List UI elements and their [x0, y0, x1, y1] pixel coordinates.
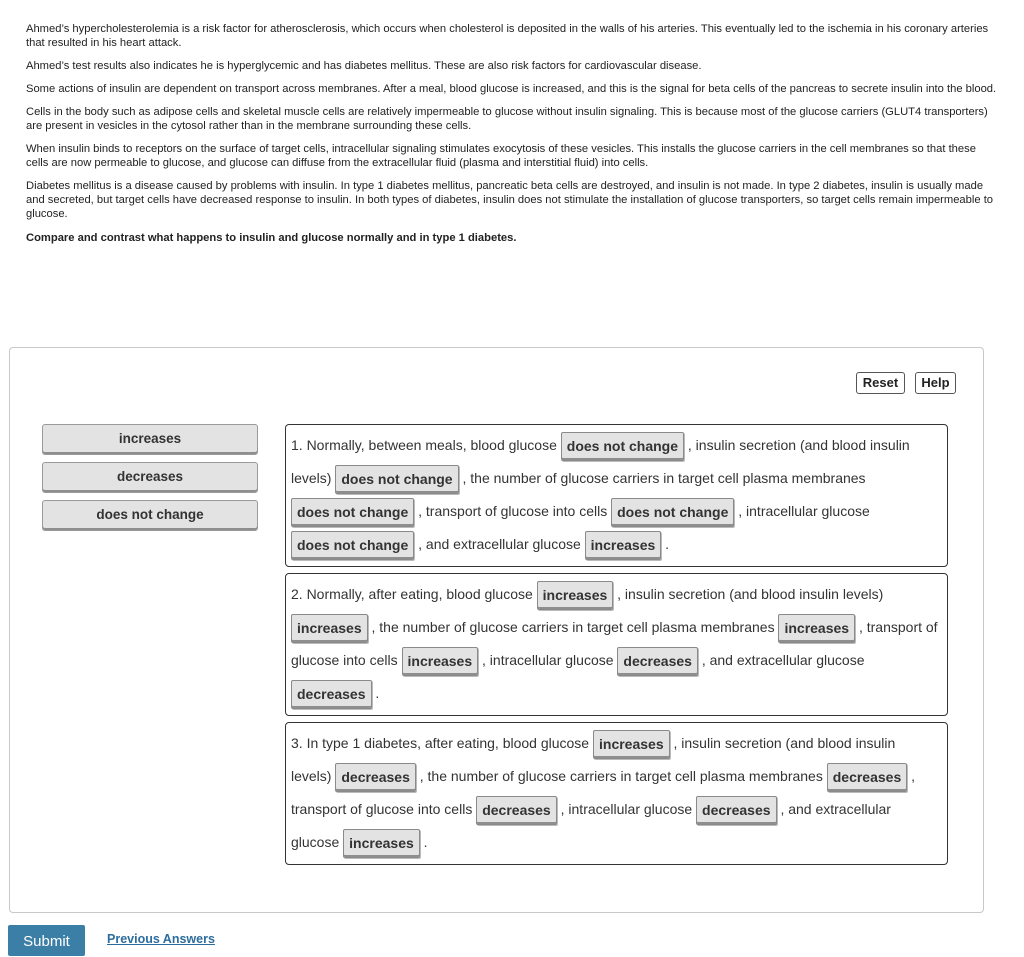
q3-extracellular-glucose-slot[interactable]: increases — [343, 829, 420, 858]
paragraph-4: Cells in the body such as adipose cells and skeletal muscle cells are relatively impermeable to glucose without insulin signaling. This is because most of the glucose carriers (GLUT4 transporters) are present in vesicles in the cytosol rather than in the membrane surrounding these cells. — [26, 106, 988, 132]
q2-text: , intracellular glucose — [482, 652, 614, 668]
q2-intracellular-glucose-slot[interactable]: decreases — [617, 647, 698, 676]
q2-extracellular-glucose-slot[interactable]: decreases — [291, 680, 372, 709]
q2-glucose-transport-slot[interactable]: increases — [402, 647, 479, 676]
q2-text: . — [375, 685, 380, 701]
q1-blood-glucose-slot[interactable]: does not change — [561, 432, 684, 461]
reset-button[interactable]: Reset — [856, 372, 905, 394]
q2-text: , transport of glucose into cells — [291, 619, 938, 668]
submit-button[interactable]: Submit — [8, 925, 85, 956]
question-1-box — [285, 424, 948, 567]
q1-insulin-secretion-slot[interactable]: does not change — [335, 465, 458, 494]
q3-intracellular-glucose-slot[interactable]: decreases — [696, 796, 777, 825]
paragraph-6: Diabetes mellitus is a disease caused by problems with insulin. In type 1 diabetes mellitus, pancreatic beta cells are destroyed, and insulin is not made. In type 2 diabetes, insulin is usually made and secreted, but target cells have decreased response to insulin. In both types of diabetes, insulin does not stimulate the installation of glucose transporters, so target cells remain impermeable to glucose. — [26, 180, 994, 220]
q3-glucose-carriers-slot[interactable]: decreases — [827, 763, 908, 792]
q2-glucose-carriers-slot[interactable]: increases — [778, 614, 855, 643]
q3-text: , intracellular glucose — [560, 801, 693, 817]
q1-text: 1. Normally, between meals, blood glucose — [291, 437, 557, 453]
label-increases[interactable]: increases — [42, 424, 258, 455]
help-button[interactable]: Help — [915, 372, 956, 394]
q3-text: , the number of glucose carriers in target cell plasma membranes — [419, 768, 823, 784]
question-3-box — [285, 722, 948, 865]
q1-text: , insulin secretion (and blood insulin levels) — [291, 437, 910, 486]
question-2-box — [285, 573, 948, 716]
q3-text: 3. In type 1 diabetes, after eating, blood glucose — [291, 735, 590, 751]
q3-blood-glucose-slot[interactable]: increases — [593, 730, 670, 759]
q1-glucose-transport-slot[interactable]: does not change — [611, 498, 734, 527]
q2-text: , the number of glucose carriers in target cell plasma membranes — [371, 619, 775, 635]
q3-insulin-secretion-slot[interactable]: decreases — [335, 763, 416, 792]
q3-text: , insulin secretion (and blood insulin levels) — [291, 735, 896, 784]
paragraph-1: Ahmed’s hypercholesterolemia is a risk factor for atherosclerosis, which occurs when cholesterol is deposited in the walls of his arteries. This eventually led to the ischemia in his coronary arteries that resulted in his heart attack. — [26, 23, 989, 49]
q1-text: . — [665, 536, 670, 552]
label-decreases[interactable]: decreases — [42, 462, 258, 493]
q1-text: , transport of glucose into cells — [418, 503, 608, 519]
paragraph-5: When insulin binds to receptors on the surface of target cells, intracellular signaling stimulates exocytosis of these vesicles. This installs the glucose carriers in the cell membranes so that these cells are now permeable to glucose, and glucose can diffuse from the extracellular fluid (plasma and interstitial fluid) into cells. — [26, 143, 976, 169]
paragraph-2: Ahmed’s test results also indicates he is hyperglycemic and has diabetes mellitus. These are also risk factors for cardiovascular disease. — [26, 60, 702, 72]
paragraph-3: Some actions of insulin are dependent on transport across membranes. After a meal, blood glucose is increased, and this is the signal for beta cells of the pancreas to secrete insulin into the blood. — [26, 83, 997, 95]
q2-text: 2. Normally, after eating, blood glucose — [291, 586, 533, 602]
previous-answers-link[interactable]: Previous Answers — [107, 932, 215, 946]
question-prompt: Compare and contrast what happens to insulin and glucose normally and in type 1 diabetes. — [26, 232, 517, 244]
q3-text: , and extracellular glucose — [291, 801, 891, 850]
label-bank — [42, 424, 258, 538]
q1-text: , the number of glucose carriers in target cell plasma membranes — [462, 470, 866, 486]
q1-text: , and extracellular glucose — [418, 536, 581, 552]
q2-text: , insulin secretion (and blood insulin levels) — [617, 586, 884, 602]
q2-text: , and extracellular glucose — [701, 652, 865, 668]
q3-glucose-transport-slot[interactable]: decreases — [476, 796, 557, 825]
q1-text: , intracellular glucose — [738, 503, 870, 519]
problem-text — [26, 22, 1001, 254]
q1-intracellular-glucose-slot[interactable]: does not change — [291, 531, 414, 560]
q1-extracellular-glucose-slot[interactable]: increases — [585, 531, 662, 560]
q2-blood-glucose-slot[interactable]: increases — [537, 581, 614, 610]
q3-text: . — [423, 834, 428, 850]
q1-glucose-carriers-slot[interactable]: does not change — [291, 498, 414, 527]
label-does-not-change[interactable]: does not change — [42, 500, 258, 531]
q3-text: , transport of glucose into cells — [291, 768, 916, 817]
q2-insulin-secretion-slot[interactable]: increases — [291, 614, 368, 643]
